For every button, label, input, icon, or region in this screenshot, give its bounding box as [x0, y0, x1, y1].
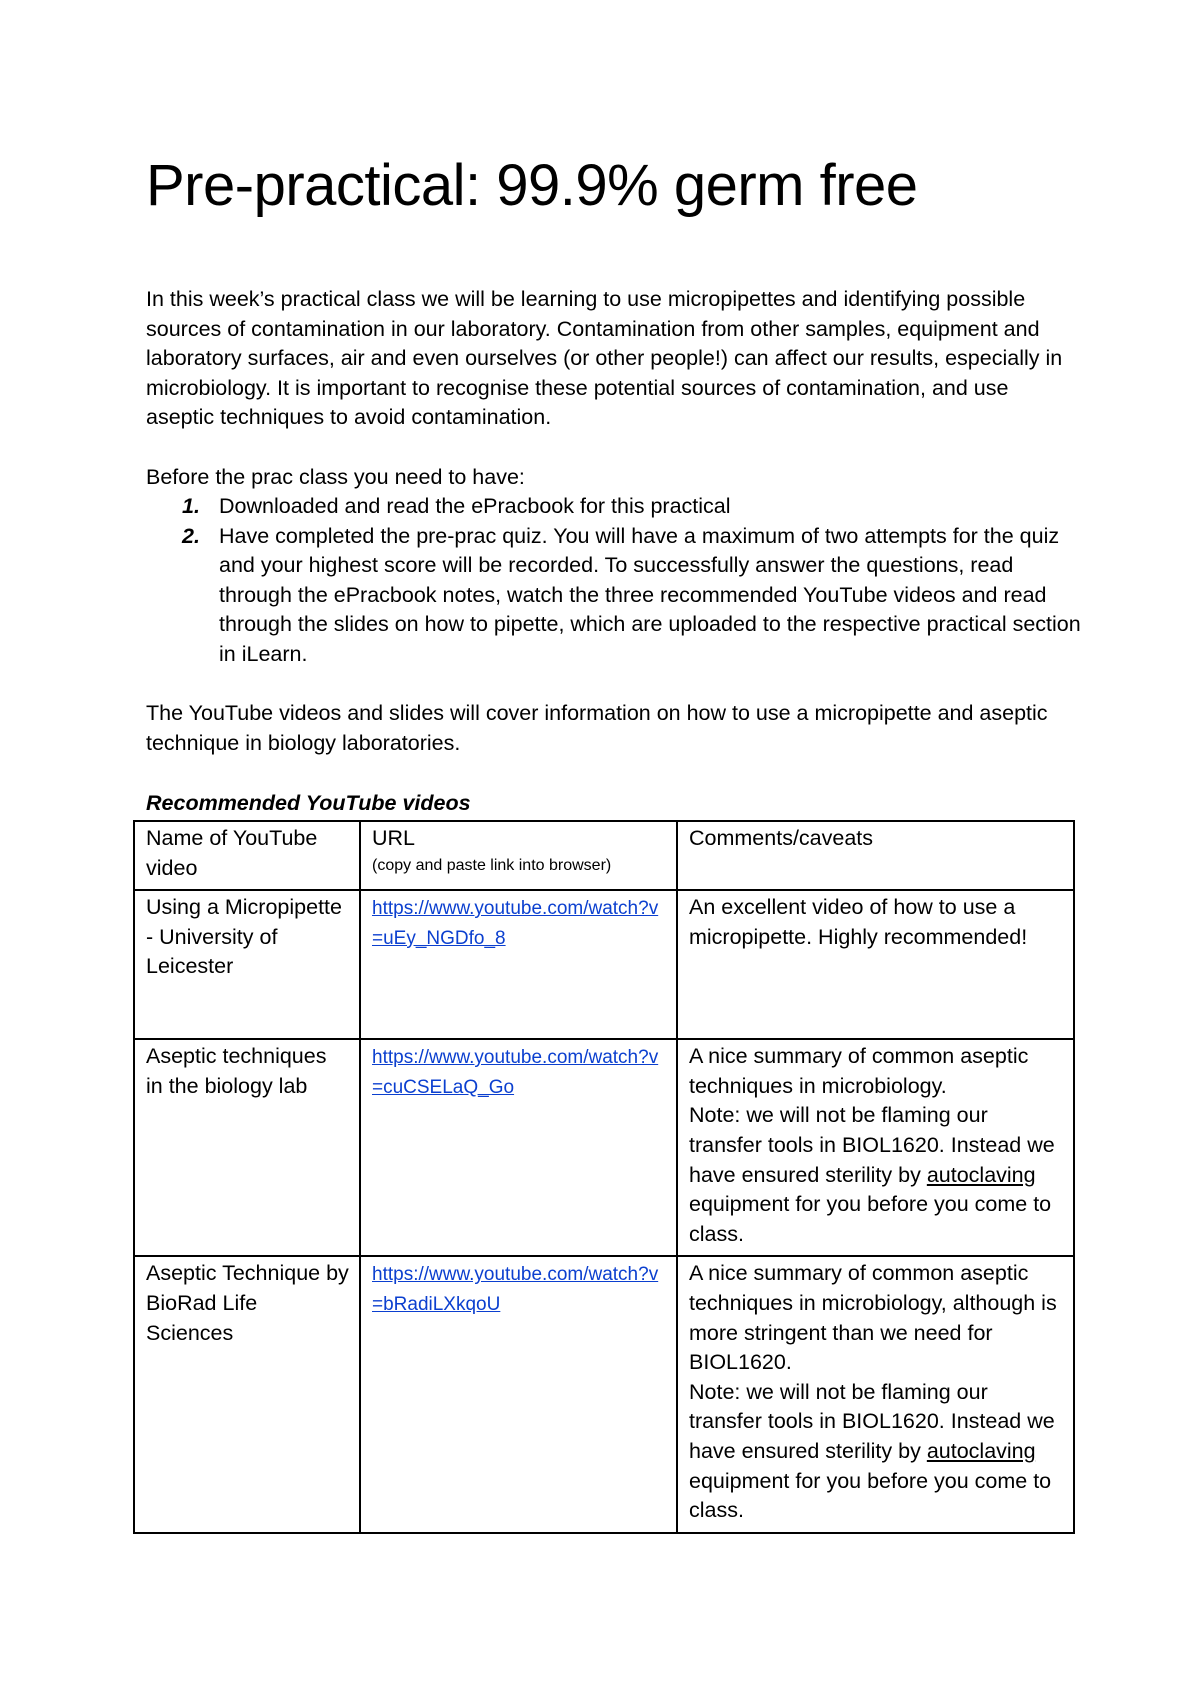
header-url-label: URL — [372, 826, 416, 850]
video-note — [689, 1378, 1063, 1526]
video-note — [689, 1101, 1063, 1249]
page-title: Pre-practical: 99.9% germ free — [146, 153, 918, 218]
video-name: Aseptic Technique by BioRad Life Sciences — [134, 1256, 360, 1532]
header-name: Name of YouTube video — [134, 821, 360, 890]
table-header-row — [134, 821, 1074, 890]
video-comment-cell — [677, 1039, 1074, 1256]
video-link[interactable]: https://www.youtube.com/watch?v=bRadiLXkqoU — [372, 1264, 659, 1315]
header-url-note: (copy and paste link into browser) — [372, 856, 612, 874]
table-row — [134, 1039, 1074, 1256]
requirements-list — [146, 492, 1081, 670]
list-item-text: Downloaded and read the ePracbook for this practical — [219, 494, 731, 518]
video-link[interactable]: https://www.youtube.com/watch?v=cuCSELaQ_Go — [372, 1047, 659, 1098]
note-text-end: equipment for you before you come to class. — [689, 1192, 1052, 1246]
note-underlined-word: autoclaving — [926, 1162, 1036, 1187]
note-text-end: equipment for you before you come to class. — [689, 1468, 1052, 1523]
list-number: 1. — [182, 494, 200, 518]
youtube-paragraph: The YouTube videos and slides will cover information on how to use a micropipette and aseptic technique in biology laboratories. — [146, 701, 1048, 755]
intro-paragraph: In this week’s practical class we will be learning to use micropipettes and identifying possible sources of contamination in our laboratory. Contamination from other samples, equipment and laboratory surfaces, air and even ourselves (or other people!) can affect our results, especially in microbiology. It is important to recognise these potential sources of contamination, and use aseptic techniques to avoid contamination. — [146, 287, 1063, 430]
video-url-cell — [360, 890, 677, 1039]
note-text: Note: we will not be flaming our transfer tools in BIOL1620. Instead we have ensured sterility by — [689, 1103, 1055, 1187]
videos-table — [133, 820, 1075, 1534]
video-comment: An excellent video of how to use a micropipette. Highly recommended! — [677, 890, 1074, 1039]
video-name: Using a Micropipette - University of Leicester — [134, 890, 360, 1039]
list-number: 2. — [182, 523, 200, 548]
header-comments: Comments/caveats — [677, 821, 1074, 890]
list-item-text: Have completed the pre-prac quiz. You will have a maximum of two attempts for the quiz and your highest score will be recorded. To successfully answer the questions, read through the ePracbook notes, watch the three recommended YouTube videos and read through the slides on how to pipette, which are uploaded to the respective practical section in iLearn. — [219, 523, 1081, 666]
video-url-cell — [360, 1039, 677, 1256]
list-item — [146, 522, 1081, 670]
video-name: Aseptic techniques in the biology lab — [134, 1039, 360, 1256]
table-caption: Recommended YouTube videos — [146, 791, 471, 815]
video-comment: A nice summary of common aseptic techniques in microbiology, although is more stringent than we need for BIOL1620. — [689, 1261, 1057, 1375]
table-row — [134, 1256, 1074, 1532]
before-class-heading: Before the prac class you need to have: — [146, 465, 525, 489]
note-underlined-word: autoclaving — [926, 1438, 1036, 1463]
table-row — [134, 890, 1074, 1039]
video-url-cell — [360, 1256, 677, 1532]
video-comment-cell — [677, 1256, 1074, 1532]
list-item — [146, 492, 1081, 522]
note-text: Note: we will not be flaming our transfer tools in BIOL1620. Instead we have ensured sterility by — [689, 1379, 1055, 1463]
header-url — [360, 821, 677, 890]
video-link[interactable]: https://www.youtube.com/watch?v=uEy_NGDfo_8 — [372, 898, 659, 949]
video-comment: A nice summary of common aseptic techniques in microbiology. — [689, 1044, 1029, 1098]
